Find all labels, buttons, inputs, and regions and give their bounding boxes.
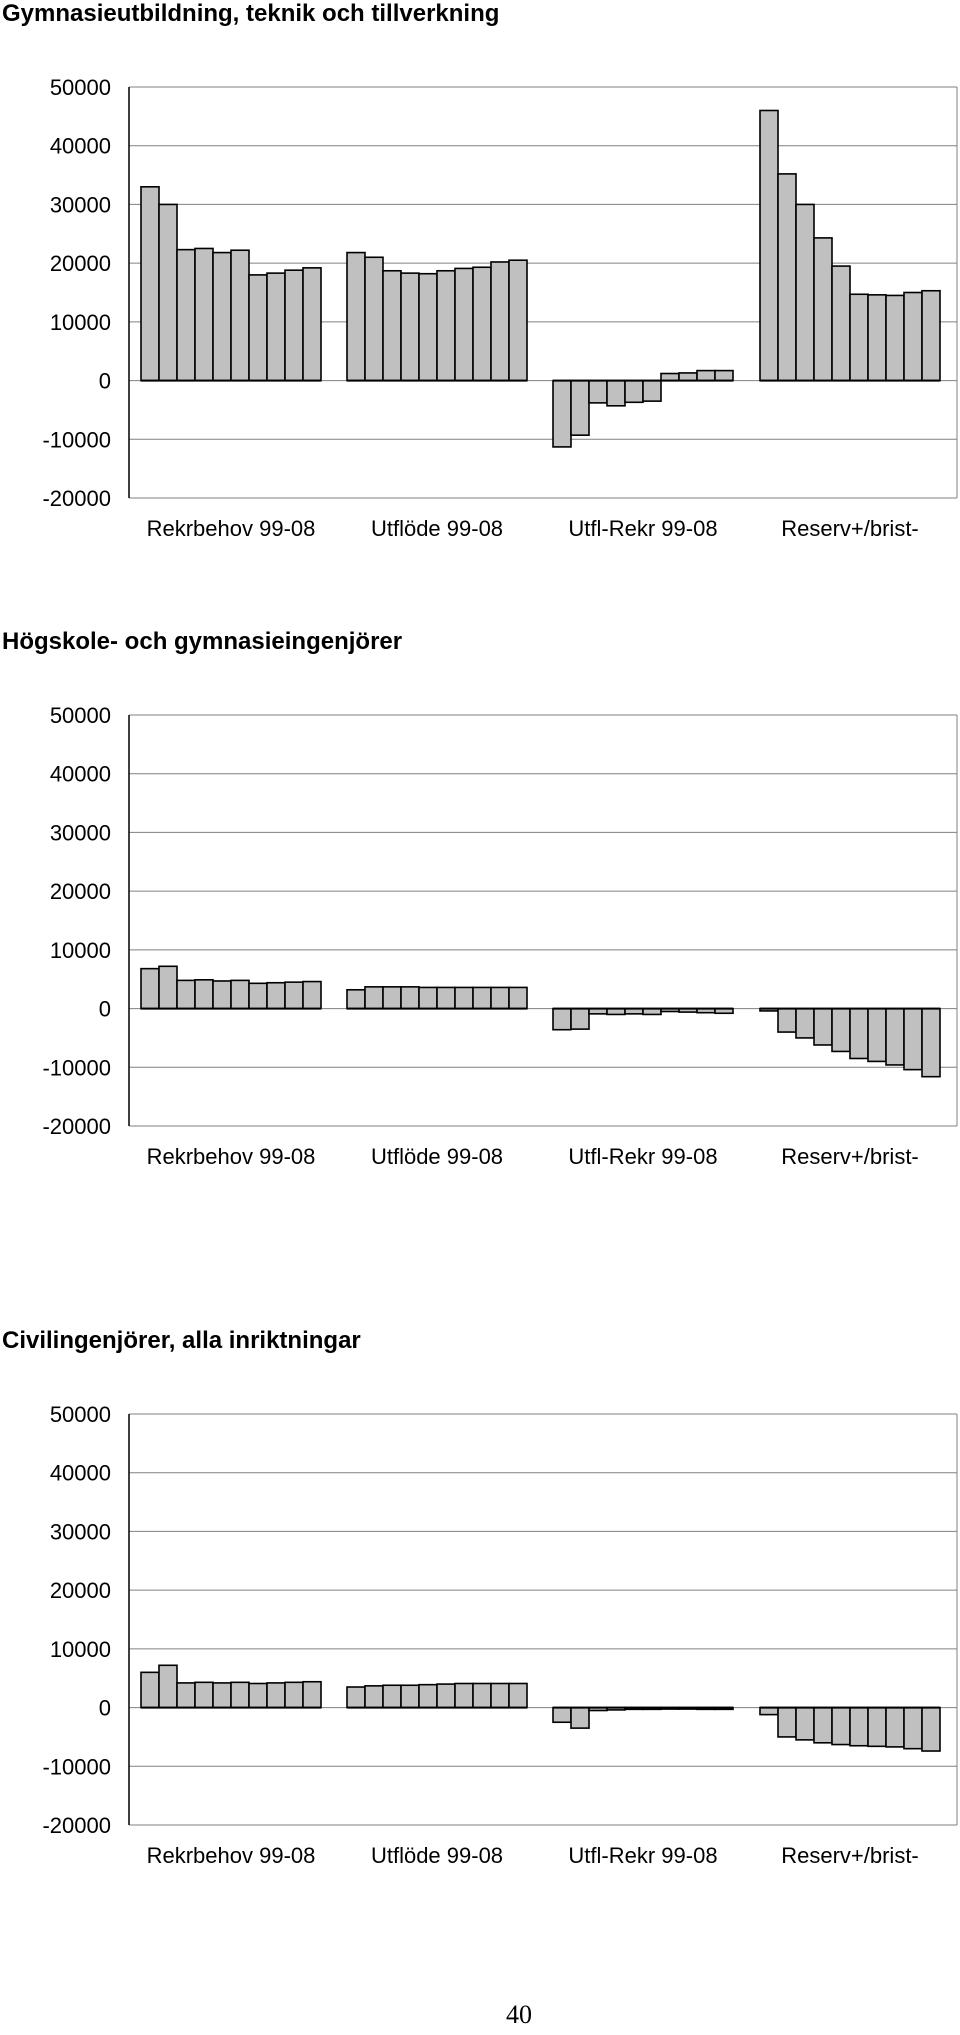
bar xyxy=(922,1708,940,1751)
bar xyxy=(473,1683,491,1707)
category-label: Utflöde 99-08 xyxy=(370,1144,504,1169)
bar xyxy=(553,381,571,447)
y-tick-label: 10000 xyxy=(49,1636,111,1662)
bar xyxy=(625,381,643,403)
bar xyxy=(796,1009,814,1038)
y-tick-label: -10000 xyxy=(42,427,111,453)
bar xyxy=(383,1685,401,1707)
bar xyxy=(643,381,661,402)
bar xyxy=(267,273,285,380)
y-tick-label: 10000 xyxy=(49,937,111,963)
y-tick-label: -10000 xyxy=(42,1754,111,1780)
bar xyxy=(778,1009,796,1032)
bar-chart xyxy=(0,1327,960,1887)
bar xyxy=(509,987,527,1008)
y-tick-label: 0 xyxy=(98,368,111,394)
bar xyxy=(850,1708,868,1746)
category-label: Reserv+/brist- xyxy=(781,516,919,541)
bar xyxy=(491,262,509,381)
bar xyxy=(231,250,249,380)
bar xyxy=(571,1708,589,1729)
bar xyxy=(473,267,491,380)
bar xyxy=(267,1683,285,1708)
category-label: Reserv+/brist- xyxy=(781,1843,919,1868)
bar xyxy=(249,1683,267,1707)
bar xyxy=(213,253,231,381)
bar xyxy=(814,238,832,381)
bar xyxy=(571,381,589,436)
bar xyxy=(195,1682,213,1707)
y-tick-label: 20000 xyxy=(49,879,111,905)
bar xyxy=(401,1685,419,1707)
bar xyxy=(365,1686,383,1708)
bar xyxy=(868,1009,886,1062)
bar xyxy=(303,1682,321,1708)
bar xyxy=(886,295,904,380)
y-tick-label: 50000 xyxy=(49,75,111,100)
y-tick-label: -20000 xyxy=(42,1813,111,1838)
bar xyxy=(285,1682,303,1707)
chart-title: Gymnasieutbildning, teknik och tillverkning xyxy=(2,0,500,27)
bar xyxy=(159,966,177,1008)
y-tick-label: 20000 xyxy=(49,1578,111,1604)
bar-chart xyxy=(0,0,960,560)
bar xyxy=(553,1009,571,1030)
bar xyxy=(589,381,607,403)
bar xyxy=(177,980,195,1008)
category-label: Reserv+/brist- xyxy=(781,1144,919,1169)
bar xyxy=(868,295,886,381)
bar xyxy=(455,987,473,1008)
y-tick-label: -10000 xyxy=(42,1055,111,1081)
bar xyxy=(904,1708,922,1749)
bar xyxy=(231,980,249,1008)
bar xyxy=(437,987,455,1008)
bar xyxy=(679,373,697,381)
y-tick-label: 50000 xyxy=(49,703,111,728)
category-label: Rekrbehov 99-08 xyxy=(146,1843,316,1868)
bar xyxy=(195,980,213,1009)
bar xyxy=(347,1687,365,1708)
bar xyxy=(455,1683,473,1707)
category-label: Utflöde 99-08 xyxy=(370,516,504,541)
y-tick-label: -20000 xyxy=(42,486,111,511)
bar xyxy=(285,982,303,1008)
bar xyxy=(760,1708,778,1715)
bar xyxy=(365,987,383,1009)
category-label: Rekrbehov 99-08 xyxy=(146,516,316,541)
y-tick-label: 0 xyxy=(98,996,111,1022)
bar xyxy=(571,1009,589,1030)
y-tick-label: 30000 xyxy=(49,820,111,846)
bar xyxy=(904,1009,922,1070)
bar xyxy=(715,371,733,381)
bar xyxy=(607,381,625,406)
bar xyxy=(213,981,231,1009)
bar xyxy=(383,987,401,1009)
bar xyxy=(814,1708,832,1743)
bar xyxy=(401,987,419,1009)
bar xyxy=(177,1683,195,1708)
category-label: Utfl-Rekr 99-08 xyxy=(568,1144,718,1169)
bar xyxy=(213,1683,231,1708)
bar xyxy=(814,1009,832,1045)
bar xyxy=(832,266,850,380)
y-tick-label: 20000 xyxy=(49,251,111,277)
chart-hogskoleingenjorer xyxy=(0,628,960,1188)
bar xyxy=(249,275,267,381)
bar-chart xyxy=(0,628,960,1188)
y-tick-label: 40000 xyxy=(49,761,111,787)
bar xyxy=(553,1708,571,1723)
bar xyxy=(886,1708,904,1747)
y-tick-label: 30000 xyxy=(49,192,111,218)
bar xyxy=(303,982,321,1009)
bar xyxy=(509,1683,527,1707)
bar xyxy=(177,250,195,381)
bar xyxy=(285,270,303,380)
bar xyxy=(778,1708,796,1737)
bar xyxy=(473,987,491,1008)
bar xyxy=(267,983,285,1009)
bar xyxy=(661,374,679,381)
category-label: Utfl-Rekr 99-08 xyxy=(568,516,718,541)
bar xyxy=(249,983,267,1008)
chart-title: Civilingenjörer, alla inriktningar xyxy=(2,1327,361,1354)
bar xyxy=(401,273,419,380)
y-tick-label: 40000 xyxy=(49,1460,111,1486)
bar xyxy=(159,204,177,380)
chart-title: Högskole- och gymnasieingenjörer xyxy=(2,628,403,655)
bar xyxy=(195,248,213,380)
chart-gymnasieutbildning xyxy=(0,0,960,560)
y-tick-label: 0 xyxy=(98,1695,111,1721)
bar xyxy=(141,1672,159,1707)
bar xyxy=(303,268,321,381)
category-label: Rekrbehov 99-08 xyxy=(146,1144,316,1169)
bar xyxy=(922,291,940,381)
y-tick-label: 40000 xyxy=(49,133,111,159)
bar xyxy=(437,1684,455,1707)
y-tick-label: -20000 xyxy=(42,1114,111,1139)
bar xyxy=(850,1009,868,1059)
y-tick-label: 10000 xyxy=(49,309,111,335)
bar xyxy=(141,187,159,381)
bar xyxy=(778,174,796,381)
bar xyxy=(832,1009,850,1052)
y-tick-label: 30000 xyxy=(49,1519,111,1545)
bar xyxy=(419,987,437,1008)
bar xyxy=(383,271,401,381)
bar xyxy=(886,1009,904,1065)
bar xyxy=(159,1665,177,1707)
category-label: Utflöde 99-08 xyxy=(370,1843,504,1868)
bar xyxy=(850,294,868,380)
bar xyxy=(904,293,922,381)
bar xyxy=(231,1682,249,1707)
bar xyxy=(347,253,365,381)
bar xyxy=(491,1683,509,1707)
bar xyxy=(491,987,509,1008)
bar xyxy=(697,371,715,381)
bar xyxy=(419,1685,437,1708)
bar xyxy=(437,271,455,381)
bar xyxy=(419,274,437,381)
bar xyxy=(141,969,159,1009)
bar xyxy=(760,110,778,380)
bar xyxy=(455,268,473,380)
bar xyxy=(365,257,383,380)
bar xyxy=(796,204,814,380)
bar xyxy=(868,1708,886,1747)
bar xyxy=(509,260,527,380)
bar xyxy=(347,990,365,1009)
bar xyxy=(832,1708,850,1745)
bar xyxy=(796,1708,814,1740)
chart-civilingenjorer xyxy=(0,1327,960,1887)
y-tick-label: 50000 xyxy=(49,1402,111,1427)
bar xyxy=(922,1009,940,1077)
category-label: Utfl-Rekr 99-08 xyxy=(568,1843,718,1868)
page-number: 40 xyxy=(506,2000,532,2029)
